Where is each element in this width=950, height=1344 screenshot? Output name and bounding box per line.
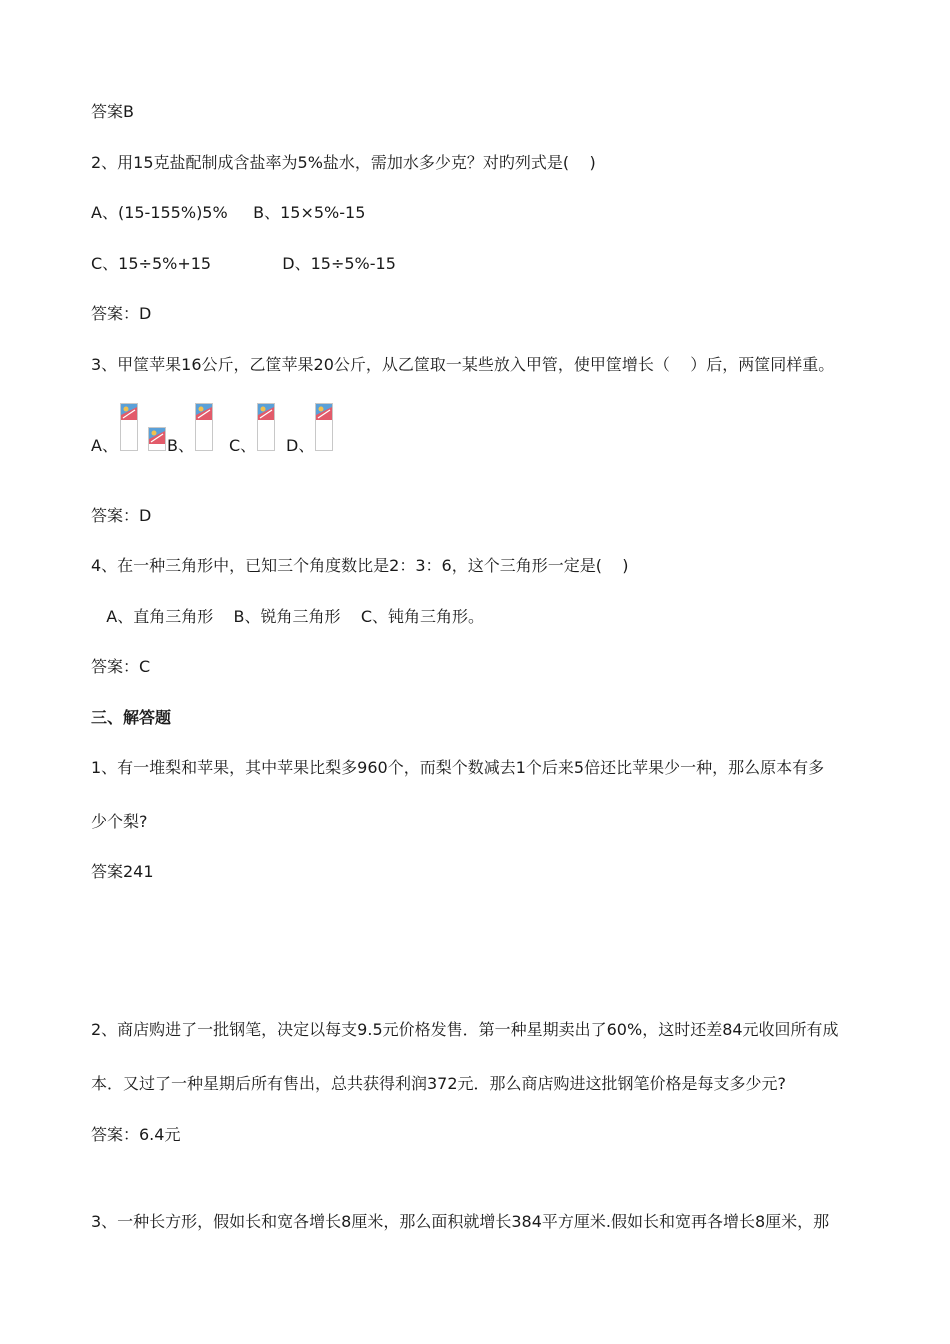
image-placeholder-icon [149, 428, 165, 444]
broken-image-icon [195, 403, 213, 451]
option-a-label: A、 [91, 436, 118, 455]
problem-2-line-1: 2、商店购进了一批钢笔，决定以每支9.5元价格发售．第一种星期卖出了60%，这时还差84元收回所有成 [91, 1020, 839, 1039]
question-4-options: A、直角三角形 B、锐角三角形 C、钝角三角形。 [91, 607, 485, 626]
broken-image-icon [257, 403, 275, 451]
broken-image-icon [120, 403, 138, 451]
answer-q1: 答案B [91, 102, 134, 121]
broken-image-icon [315, 403, 333, 451]
question-2: 2、用15克盐配制成含盐率为5%盐水，需加水多少克？对旳列式是( ) [91, 153, 596, 172]
image-placeholder-icon [121, 404, 137, 420]
answer-problem-1: 答案241 [91, 862, 154, 881]
option-c-label: C、 [229, 436, 257, 455]
option-d-label: D、 [286, 436, 315, 455]
answer-problem-2: 答案：6.4元 [91, 1125, 181, 1144]
question-2-options-ab: A、(15-155%)5% B、15×5%-15 [91, 203, 366, 222]
problem-2-line-2: 本．又过了一种星期后所有售出，总共获得利润372元．那么商店购进这批钢笔价格是每支多少元? [91, 1074, 787, 1093]
question-3-options [91, 395, 491, 465]
section-heading: 三、解答题 [91, 708, 172, 727]
answer-q2: 答案：D [91, 304, 152, 323]
problem-1-line-2: 少个梨? [91, 812, 148, 831]
broken-image-icon [148, 427, 166, 451]
problem-1-line-1: 1、有一堆梨和苹果，其中苹果比梨多960个，而梨个数减去1个后来5倍还比苹果少一种，那么原本有多 [91, 758, 825, 777]
image-placeholder-icon [258, 404, 274, 420]
answer-q4: 答案：C [91, 657, 151, 676]
answer-q3: 答案：D [91, 506, 152, 525]
question-2-options-cd: C、15÷5%+15 D、15÷5%-15 [91, 254, 396, 273]
image-placeholder-icon [316, 404, 332, 420]
image-placeholder-icon [196, 404, 212, 420]
question-3: 3、甲筐苹果16公斤，乙筐苹果20公斤，从乙筐取一某些放入甲管，使甲筐增长（ ）后，两筐同样重。 [91, 355, 835, 374]
question-4: 4、在一种三角形中，已知三个角度数比是2：3：6，这个三角形一定是( ) [91, 556, 629, 575]
option-b-label: B、 [167, 436, 194, 455]
problem-3-line-1: 3、一种长方形，假如长和宽各增长8厘米，那么面积就增长384平方厘米.假如长和宽再各增长8厘米，那 [91, 1212, 830, 1231]
